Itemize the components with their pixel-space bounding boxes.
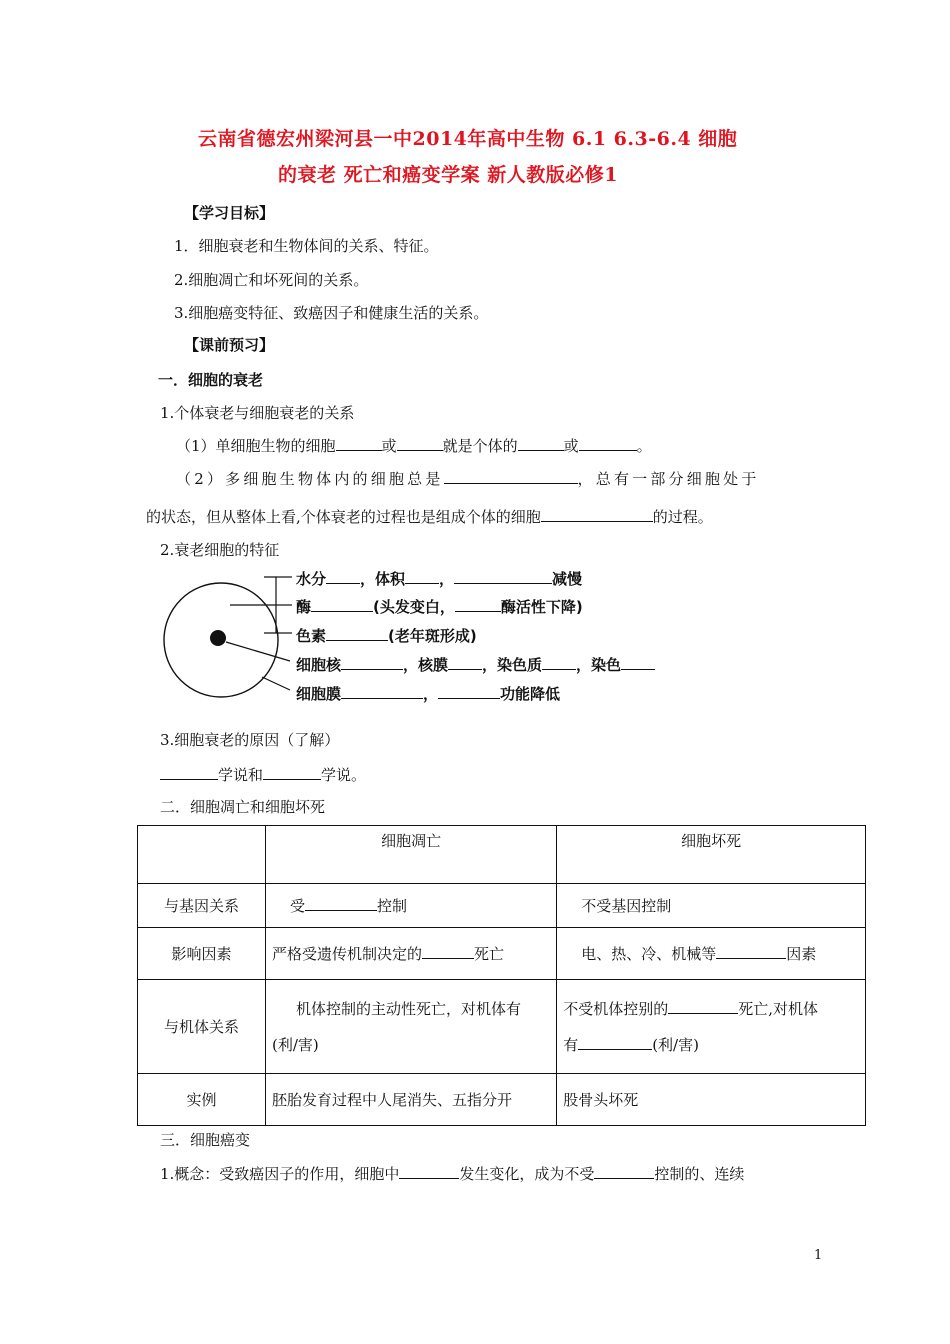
fill-line-p3 <box>160 764 366 785</box>
table-cell: 实例 <box>138 1074 266 1126</box>
text-run: 电、热、冷、机械等 <box>581 945 717 963</box>
table-row <box>138 826 866 884</box>
text-run: ，核膜 <box>403 656 449 674</box>
preview-heading: 【课前预习】 <box>184 336 275 354</box>
goal-item: 2.细胞凋亡和坏死间的关系。 <box>174 271 369 289</box>
text-run: 就是个体的 <box>442 437 518 455</box>
text-run: 不受机体控别的 <box>563 999 669 1018</box>
table-cell <box>266 928 557 980</box>
diagram-label-membrane <box>296 683 560 704</box>
section-1-sub-1: 1.个体衰老与细胞衰老的关系 <box>160 404 355 422</box>
text-run: 学说。 <box>321 766 367 784</box>
pointer-line <box>262 677 290 690</box>
fill-blank[interactable] <box>405 569 439 584</box>
fill-blank[interactable] <box>160 765 218 780</box>
fill-blank[interactable] <box>326 626 388 641</box>
section-1-sub-3: 3.细胞衰老的原因（了解） <box>160 731 340 749</box>
text-run: 1.概念：受致癌因子的作用，细胞中 <box>160 1165 400 1183</box>
table-cell <box>266 980 557 1074</box>
table-cell: 与机体关系 <box>138 980 266 1074</box>
fill-blank[interactable] <box>399 1164 459 1179</box>
text-run: (利/害) <box>272 1035 319 1054</box>
fill-blank[interactable] <box>448 655 482 670</box>
section-3-heading: 三．细胞癌变 <box>160 1131 251 1149</box>
fill-blank[interactable] <box>438 684 500 699</box>
text-run: ，染色质 <box>482 656 543 674</box>
text-run: 减慢 <box>552 570 583 588</box>
text-run: 水分 <box>296 570 327 588</box>
text-run: (老年斑形成) <box>388 627 477 645</box>
text-run: ，总有一部分细胞处于 <box>577 470 760 488</box>
diagram-label-nucleus <box>296 654 655 675</box>
table-cell <box>557 928 866 980</box>
text-run: 学说和 <box>218 766 264 784</box>
text-run: 机体控制的主动性死亡，对机体有 <box>296 999 522 1018</box>
table-cell: 影响因素 <box>138 928 266 980</box>
text-run: 细胞膜 <box>296 685 342 703</box>
text-run: (利/害) <box>652 1035 699 1054</box>
text-run: 严格受遗传机制决定的 <box>272 945 423 963</box>
table-cell <box>266 884 557 928</box>
text-run: 或 <box>563 437 579 455</box>
text-run: ， <box>439 570 455 588</box>
apoptosis-necrosis-table <box>137 825 866 1126</box>
table-header-cell: 细胞坏死 <box>557 826 866 884</box>
fill-blank[interactable] <box>594 1164 654 1179</box>
text-run: (头发变白， <box>373 598 455 616</box>
diagram-label-pigment <box>296 625 477 646</box>
text-run: 的过程。 <box>652 508 713 526</box>
fill-blank[interactable] <box>668 999 738 1014</box>
text-run: ，体积 <box>360 570 406 588</box>
text-run: ， <box>423 685 439 703</box>
table-row <box>138 884 866 928</box>
doc-title-line-2: 的衰老 死亡和癌变学案 新人教版必修1 <box>278 164 618 186</box>
fill-blank[interactable] <box>621 655 655 670</box>
section-1-sub-2: 2.衰老细胞的特征 <box>160 541 280 559</box>
text-line <box>563 991 859 1027</box>
text-run: 因素 <box>786 945 817 963</box>
text-run: 死亡,对机体 <box>738 999 818 1018</box>
fill-blank[interactable] <box>455 597 501 612</box>
cell-nucleus <box>210 630 226 646</box>
table-cell <box>557 980 866 1074</box>
table-row <box>138 1074 866 1126</box>
fill-blank[interactable] <box>305 896 377 911</box>
goal-item: 1．细胞衰老和生物体间的关系、特征。 <box>174 237 439 255</box>
text-run: 细胞核 <box>296 656 342 674</box>
text-run: 或 <box>381 437 397 455</box>
text-run: 酶 <box>296 598 312 616</box>
text-run: （2）多细胞生物体内的细胞总是 <box>176 470 444 488</box>
text-run: 色素 <box>296 627 327 645</box>
table-cell <box>138 826 266 884</box>
table-cell: 不受基因控制 <box>557 884 866 928</box>
fill-blank[interactable] <box>341 684 423 699</box>
section-2-heading: 二．细胞凋亡和细胞坏死 <box>160 798 326 816</box>
table-cell: 与基因关系 <box>138 884 266 928</box>
fill-blank[interactable] <box>578 1035 652 1050</box>
text-run: 功能降低 <box>500 685 561 703</box>
doc-title-line-1: 云南省德宏州梁河县一中2014年高中生物 6.1 6.3-6.4 细胞 <box>198 128 738 150</box>
text-run: 死亡 <box>474 945 505 963</box>
fill-blank[interactable] <box>716 944 786 959</box>
goals-heading: 【学习目标】 <box>184 204 275 222</box>
fill-blank[interactable] <box>341 655 403 670</box>
diagram-label-water <box>296 568 582 589</box>
fill-blank[interactable] <box>422 944 474 959</box>
text-run: 发生变化，成为不受 <box>459 1165 595 1183</box>
text-run: ，染色 <box>576 656 622 674</box>
text-run: 受 <box>290 897 306 915</box>
table-cell: 股骨头坏死 <box>557 1074 866 1126</box>
text-run: （1）单细胞生物的细胞 <box>176 437 336 455</box>
text-line <box>563 1027 859 1063</box>
table-cell: 胚胎发育过程中人尾消失、五指分开 <box>266 1074 557 1126</box>
text-run: 控制 <box>377 897 408 915</box>
fill-blank[interactable] <box>326 569 360 584</box>
fill-blank[interactable] <box>263 765 321 780</box>
section-1-heading: 一．细胞的衰老 <box>158 371 264 389</box>
fill-blank[interactable] <box>542 655 576 670</box>
fill-blank[interactable] <box>454 569 552 584</box>
diagram-label-enzyme <box>296 596 583 617</box>
text-run: 控制的、连续 <box>654 1165 745 1183</box>
fill-line-s3-p1 <box>160 1163 744 1184</box>
goal-item: 3.细胞癌变特征、致癌因子和健康生活的关系。 <box>174 304 489 322</box>
text-run: 酶活性下降) <box>500 598 583 616</box>
text-run: 的状态，但从整体上看,个体衰老的过程也是组成个体的细胞 <box>146 508 541 526</box>
table-row <box>138 980 866 1074</box>
text-run: 有 <box>563 1035 579 1054</box>
fill-blank[interactable] <box>311 597 373 612</box>
pointer-line <box>226 642 290 661</box>
page-number: 1 <box>814 1248 823 1263</box>
table-row <box>138 928 866 980</box>
text-run: 。 <box>636 437 652 455</box>
table-header-cell: 细胞凋亡 <box>266 826 557 884</box>
